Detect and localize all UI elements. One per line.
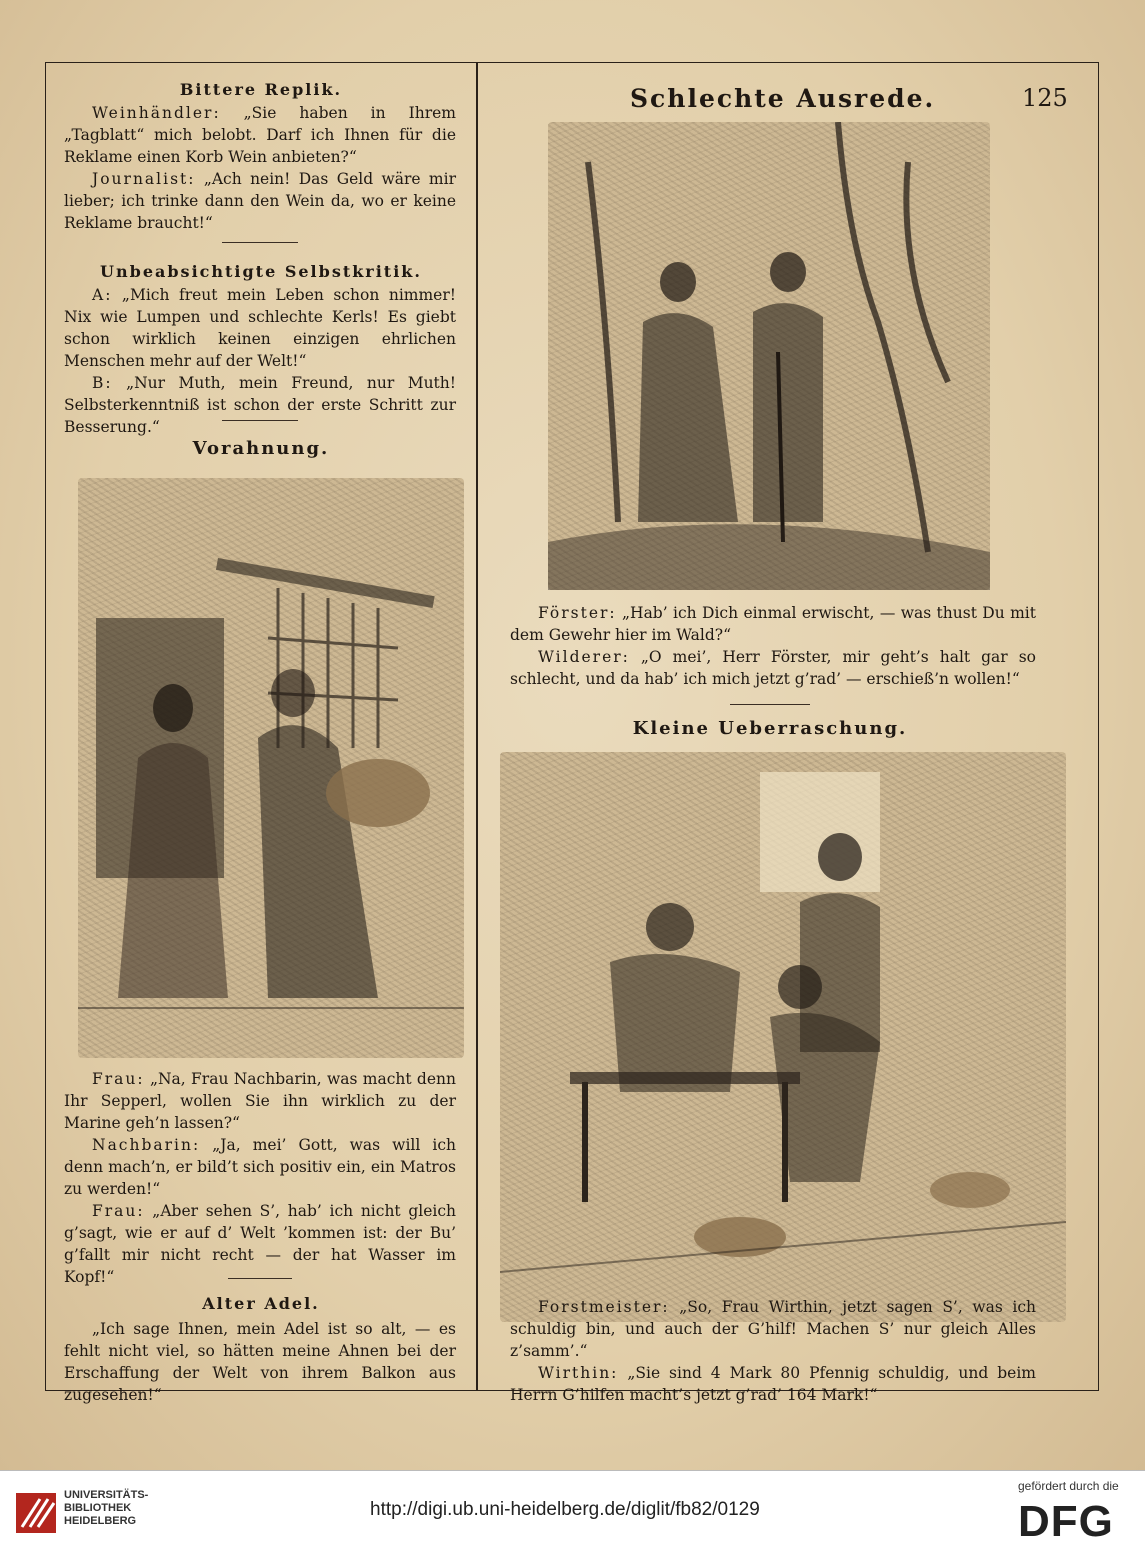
speaker: Frau: [92,1202,145,1220]
page-header-title: Schlechte Ausrede. [630,84,936,113]
illustration-forester-and-poacher [548,122,990,590]
separator-rule [222,242,298,243]
dialogue: „Ich sage Ihnen, mein Adel ist so alt, — es fehlt nicht viel, so hätten meine Ahnen bei der Erschaffung der Welt von ihrem Balkon aus zugesehen!“ [64,1320,456,1404]
title-bittere-replik: Bittere Replik. [179,80,343,99]
article-alter-adel [64,1318,456,1406]
illustration-sketch [500,752,1066,1322]
university-library-name [64,1489,148,1528]
dialogue: „So, Frau Wirthin, jetzt sagen S’, was ich schuldig bin, und auch der G’hilf! Machen S’ nur gleich Alles z’samm’.“ [510,1298,1036,1360]
speaker: Nachbarin: [92,1136,201,1154]
title-vorahnung: Vorahnung. [192,438,330,459]
university-library-logo-icon [14,1487,58,1537]
title-kleine-ueberraschung: Kleine Ueberraschung. [632,718,908,739]
permalink-url[interactable]: http://digi.ub.uni-heidelberg.de/diglit/fb82/0129 [370,1499,760,1520]
illustration-two-women-at-door [78,478,464,1058]
dialogue: „Ach nein! Das Geld wäre mir lieber; ich trinke dann den Wein da, wo er keine Reklame braucht!“ [64,170,456,232]
article-vorahnung [64,1068,456,1288]
illustration-sketch [78,478,464,1058]
dialogue: „Ja, mei’ Gott, was will ich denn mach’n, er bild’t sich positiv ein, ein Matros zu werden!“ [64,1136,456,1198]
dialogue: „Nur Muth, mein Freund, nur Muth! Selbsterkenntniß ist schon der erste Schritt zur Besserung.“ [64,374,456,436]
title-alter-adel: Alter Adel. [202,1294,320,1313]
speaker: Journalist: [92,170,196,188]
speaker: Weinhändler: [92,104,221,122]
uni-line-2: BIBLIOTHEK [64,1502,132,1514]
speaker: Wirthin: [538,1364,619,1382]
dialogue: „Na, Frau Nachbarin, was macht denn Ihr Sepperl, wollen Sie ihn wirklich zu der Marine geh’n lassen?“ [64,1070,456,1132]
speaker: Frau: [92,1070,145,1088]
article-kleine-ueberraschung [510,1296,1036,1406]
speaker: A: [92,286,113,304]
column-divider [476,62,478,1391]
speaker: Förster: [538,604,617,622]
library-footer [0,1470,1145,1553]
uni-line-3: HEIDELBERG [64,1515,137,1527]
dialogue: „Mich freut mein Leben schon nimmer! Nix wie Lumpen und schlechte Kerls! Es giebt schon wirklich keinen einzigen ehrlichen Menschen mehr auf der Welt!“ [64,286,456,370]
article-selbstkritik [64,284,456,438]
funded-by-label: gefördert durch die [1018,1479,1119,1493]
article-schlechte-ausrede [510,602,1036,690]
dfg-logo: DFG [1018,1497,1114,1546]
illustration-inn-scene [500,752,1066,1322]
dialogue: „Hab’ ich Dich einmal erwischt, — was thust Du mit dem Gewehr hier im Wald?“ [510,604,1036,644]
dialogue: „Aber sehen S’, hab’ ich nicht gleich g’sagt, wie er auf d’ Welt ’kommen ist: der Bu’ g’fallt mir nicht recht — der hat Wasser im Kopf!“ [64,1202,456,1286]
speaker: B: [92,374,113,392]
separator-rule [730,704,810,705]
title-unbeabsichtigte-selbstkritik: Unbeabsichtigte Selbstkritik. [100,262,422,281]
illustration-sketch [548,122,990,590]
dialogue: „Sie sind 4 Mark 80 Pfennig schuldig, und beim Herrn G’hilfen macht’s jetzt g’rad’ 164 Mark!“ [510,1364,1036,1404]
article-bittere-replik [64,102,456,234]
speaker: Wilderer: [538,648,630,666]
separator-rule [222,420,298,421]
separator-rule [228,1278,292,1279]
uni-line-1: UNIVERSITÄTS- [64,1489,149,1501]
page-number: 125 [1022,84,1068,112]
dialogue: „Sie haben in Ihrem „Tagblatt“ mich belobt. Darf ich Ihnen für die Reklame einen Korb Wein anbieten?“ [64,104,456,166]
dialogue: „O mei’, Herr Förster, mir geht’s halt gar so schlecht, und da hab’ ich mich jetzt g’rad’ — erschieß’n wollen!“ [510,648,1036,688]
speaker: Forstmeister: [538,1298,670,1316]
